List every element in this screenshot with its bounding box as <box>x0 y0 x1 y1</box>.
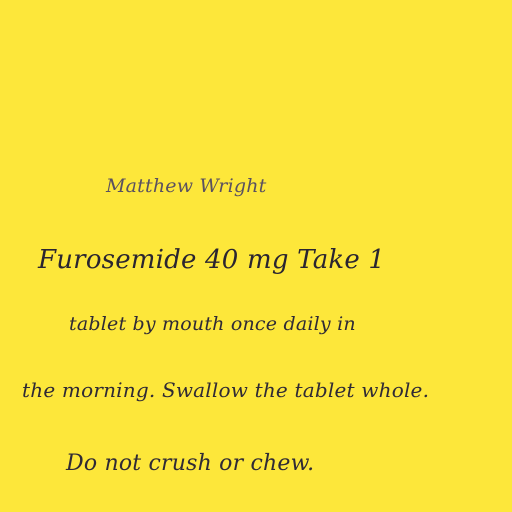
instruction-line-2: tablet by mouth once daily in <box>69 313 356 335</box>
instruction-line-3: the morning. Swallow the tablet whole. <box>22 378 430 402</box>
instruction-line-1: Furosemide 40 mg Take 1 <box>38 245 386 275</box>
instruction-line-4: Do not crush or chew. <box>66 451 315 476</box>
patient-name: Matthew Wright <box>106 175 267 197</box>
